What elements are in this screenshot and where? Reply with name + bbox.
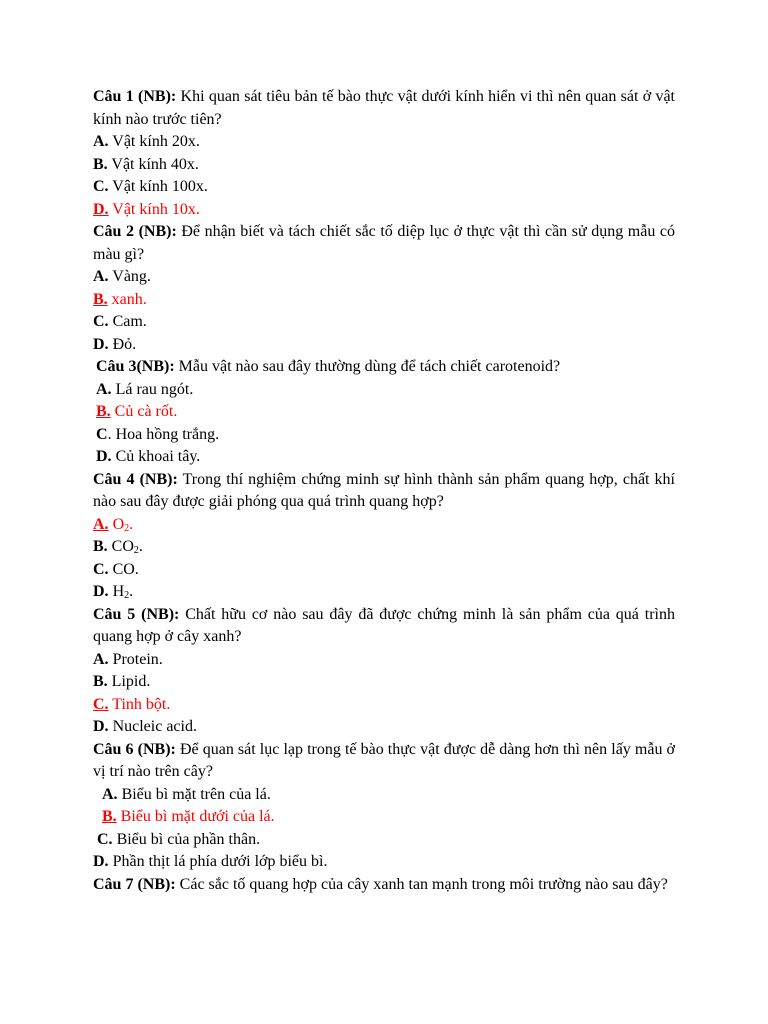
subscript: 2 <box>124 522 130 534</box>
question-text: Để quan sát lục lạp trong tế bào thực vật được dễ dàng hơn thì nên lấy mẫu ở vị trí nào trên cây? <box>93 740 675 780</box>
option-b-correct-answer: B. Biểu bì mặt dưới của lá. <box>102 808 275 825</box>
option-a: A. Biểu bì mặt trên của lá. <box>102 785 271 803</box>
question-text: Chất hữu cơ nào sau đây đã được chứng minh là sản phẩm của quá trình quang hợp ở cây xanh? <box>93 605 675 645</box>
option-b: B. Vật kính 40x. <box>93 155 199 173</box>
question-label: Câu 3(NB): <box>96 358 175 375</box>
subscript: 2 <box>124 590 130 601</box>
question-text: Khi quan sát tiêu bản tế bào thực vật dưới kính hiển vi thì nên quan sát ở vật kính nào trước tiên? <box>93 88 675 128</box>
option-d-correct-answer: D. Vật kính 10x. <box>93 200 200 218</box>
option-d: D. Củ khoai tây. <box>96 448 201 465</box>
question-text: Mẫu vật nào sau đây thường dùng để tách chiết carotenoid? <box>174 358 561 375</box>
question-7 <box>93 874 675 897</box>
option-c: C. CO. <box>93 560 139 578</box>
question-text: Trong thí nghiệm chứng minh sự hình thành sản phẩm quang hợp, chất khí nào sau đây được giải phóng qua quá trình quang hợp? <box>93 470 676 510</box>
option-b: B. $CO_2$. <box>93 538 143 556</box>
option-b-correct-answer: B. xanh. <box>93 290 147 308</box>
option-b-correct-answer: B. Củ cà rốt. <box>96 403 178 420</box>
question-label: Câu 6 (NB): <box>93 740 176 758</box>
option-d: D. Phần thịt lá phía dưới lớp biểu bì. <box>93 853 328 870</box>
subscript: 2 <box>133 545 139 556</box>
question-3 <box>93 356 675 379</box>
question-6 <box>93 739 675 784</box>
option-c: C. Cam. <box>93 313 147 330</box>
option-d: D. $H_2$. <box>93 583 134 601</box>
option-d: D. Nucleic acid. <box>93 718 197 735</box>
option-c: C. Hoa hồng trắng. <box>96 425 220 443</box>
option-a: A. Protein. <box>93 650 163 668</box>
question-2 <box>93 221 675 266</box>
option-a: A. Lá rau ngót. <box>96 380 194 398</box>
option-c-correct-answer: C. Tinh bột. <box>93 695 171 713</box>
question-label: Câu 2 (NB): <box>93 223 177 240</box>
option-b: B. Lipid. <box>93 673 151 690</box>
option-a: A. Vàng. <box>93 268 151 285</box>
question-text: Các sắc tố quang hợp của cây xanh tan mạnh trong môi trường nào sau đây? <box>175 875 668 893</box>
question-4 <box>93 469 675 514</box>
option-a-correct-answer: A. $O_2$. <box>93 515 134 534</box>
question-label: Câu 1 (NB): <box>93 88 177 105</box>
quiz-content <box>93 86 675 896</box>
question-1 <box>93 86 675 131</box>
question-label: Câu 4 (NB): <box>93 470 178 488</box>
question-label: Câu 7 (NB): <box>93 875 176 893</box>
question-text: Để nhận biết và tách chiết sắc tố diệp lục ở thực vật thì cần sử dụng mẫu có màu gì? <box>93 223 675 263</box>
option-a: A. Vật kính 20x. <box>93 133 200 150</box>
option-d: D. Đỏ. <box>93 335 137 353</box>
option-c: C. Biểu bì của phần thân. <box>97 830 261 848</box>
option-c: C. Vật kính 100x. <box>93 178 208 195</box>
question-5 <box>93 604 675 649</box>
question-label: Câu 5 (NB): <box>93 605 180 623</box>
